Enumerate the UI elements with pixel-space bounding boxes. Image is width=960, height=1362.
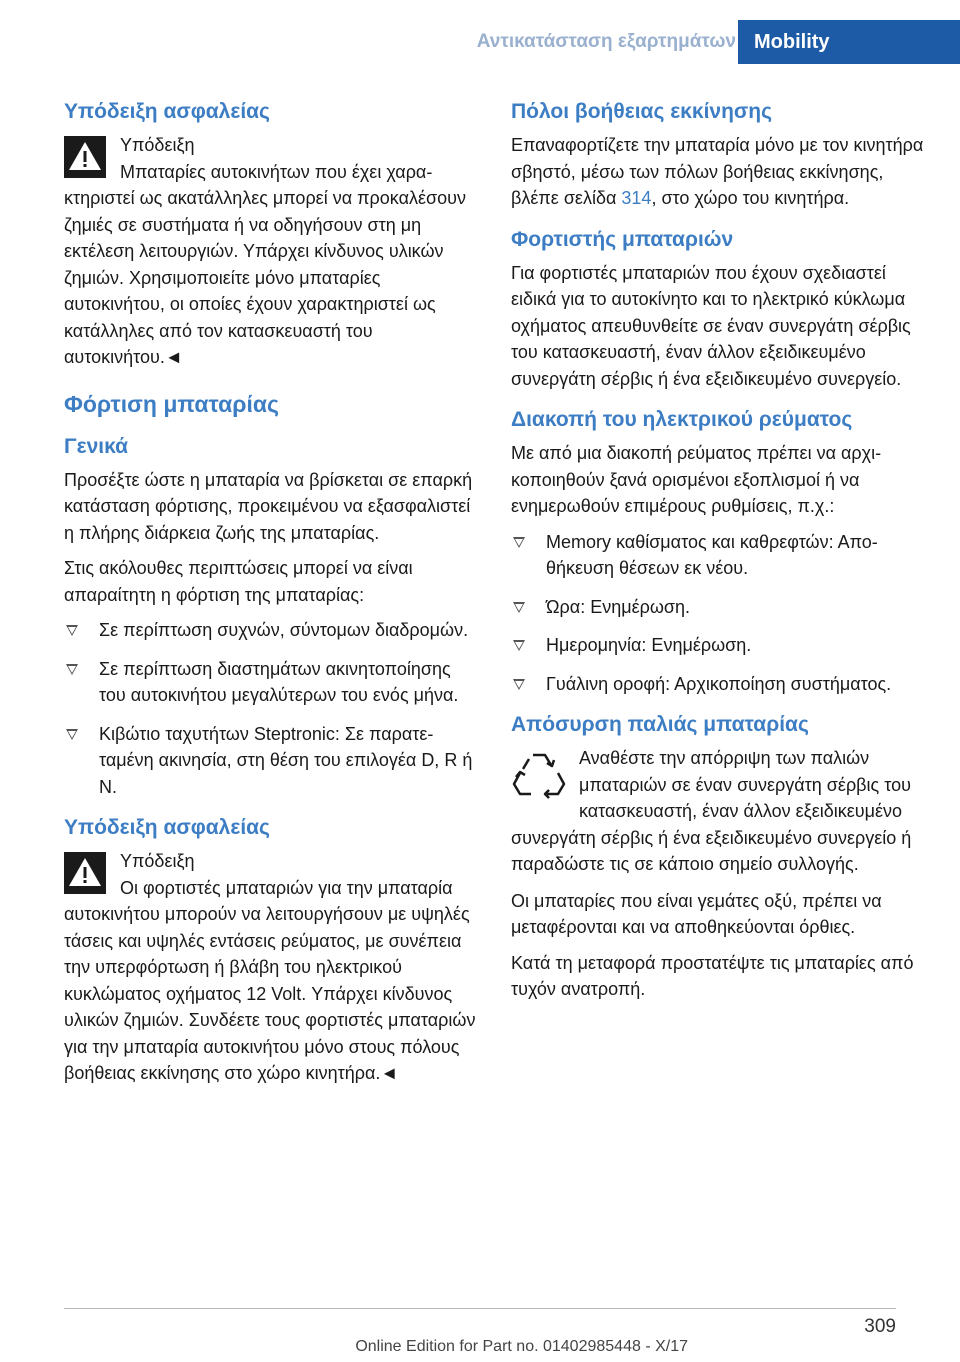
safety-notice <box>64 848 478 1087</box>
list-item <box>511 671 925 698</box>
triangle-bullet-icon <box>66 729 78 740</box>
list-item <box>511 594 925 621</box>
right-column <box>511 98 925 1012</box>
list-item <box>64 656 478 709</box>
footer-divider <box>64 1308 896 1309</box>
triangle-bullet-icon <box>513 679 525 690</box>
list-item <box>64 721 478 801</box>
triangle-bullet-icon <box>513 537 525 548</box>
paragraph: Στις ακόλουθες περιπτώσεις μπορεί να είναι απαραίτητη η φόρτιση της μπαταρίας: <box>64 558 413 605</box>
list-item-text: Memory καθίσματος και καθρεφτών: Αποθήκευση θέσεων εκ νέου. <box>546 531 878 578</box>
paragraph: Οι μπαταρίες που είναι γεμάτες οξύ, πρέπει να μεταφέρονται και να αποθηκεύονται όρθιες. <box>511 890 882 937</box>
page-reference-link[interactable]: 314 <box>621 188 652 208</box>
disposal-notice <box>511 745 925 878</box>
section-heading-power-interruption: Διακοπή του ηλεκτρικού ρεύματος <box>511 408 853 431</box>
warning-icon <box>64 852 106 894</box>
paragraph: Προσέξτε ώστε η μπαταρία να βρίσκεται σε επαρκή κατάσταση φόρτισης, προκειμένου να εξασφαλιστεί η πλήρης διάρκεια ζωής της μπαταρίας. <box>64 469 473 543</box>
notice-label: Υπόδειξη <box>120 135 195 155</box>
list-item-text: Ημερομηνία: Ενημέρωση. <box>546 635 752 655</box>
subsection-heading-general: Γενικά <box>64 434 129 458</box>
list-item-text: Γυάλινη οροφή: Αρχικοποίηση συστήματος. <box>546 673 892 694</box>
section-heading-jump-start-poles: Πόλοι βοήθειας εκκίνησης <box>511 100 773 123</box>
safety-notice <box>64 132 478 371</box>
bullet-list <box>511 529 925 698</box>
list-item <box>511 529 925 582</box>
paragraph-text: , στο χώρο του κινητήρα. <box>651 188 850 208</box>
notice-text: Μπαταρίες αυτοκινήτων που έχει χαρακτηριστεί ως ακατάλληλες μπορεί να προκαλέσουν ζημιές σε συστήματα ή να οδηγήσουν στη μη εκτέλεση λειτουργιών. Υπάρχει κίνδυνος υλικών ζημιών. Χρησιμοποιείτε μόνο μπαταρίες αυτοκινήτου, οι οποίες έχουν χαρακτηριστεί ως κατάλληλες από τον κατασκευαστή του αυτοκινήτου.◄ <box>64 161 466 367</box>
header-chapter-tab: Mobility <box>738 20 960 64</box>
triangle-bullet-icon <box>513 640 525 651</box>
triangle-bullet-icon <box>66 625 78 636</box>
paragraph: Κατά τη μεταφορά προστατέψτε τις μπαταρίες από τυχόν ανατροπή. <box>511 952 914 999</box>
section-heading-battery-disposal: Απόσυρση παλιάς μπαταρίας <box>511 713 809 736</box>
paragraph-text: Επαναφορτίζετε την μπαταρία μόνο με τον κινητήρα σβηστό, μέσω των πόλων βοήθειας εκκίνησης, βλέπε σελίδα <box>511 135 924 208</box>
section-heading-battery-charger: Φορτιστής μπαταριών <box>511 227 734 251</box>
notice-label: Υπόδειξη <box>120 851 195 871</box>
page-number: 309 <box>864 1316 896 1337</box>
edition-note: Online Edition for Part no. 01402985448 - X/17 <box>355 1338 688 1355</box>
triangle-bullet-icon <box>66 664 78 675</box>
triangle-bullet-icon <box>513 602 525 613</box>
safety-note-heading: Υπόδειξη ασφαλείας <box>64 100 270 123</box>
warning-icon <box>64 136 106 178</box>
list-item-text: Κιβώτιο ταχυτήτων Steptronic: Σε παρατεταμένη ακινησία, στη θέση του επιλογέα D, R ή N. <box>99 723 473 797</box>
list-item <box>64 617 478 644</box>
list-item-text: Σε περίπτωση συχνών, σύντομων διαδρομών. <box>99 620 469 640</box>
list-item-text: Σε περίπτωση διαστημάτων ακινητοποίησης του αυτοκινήτου μεγαλύτερων του ενός μήνα. <box>99 658 459 705</box>
header-section-title: Αντικατάσταση εξαρτημάτων <box>476 31 736 52</box>
notice-text: Αναθέστε την απόρριψη των παλιών μπαταριών σε έναν συνεργάτη σέρβις του κατασκευαστή, έναν άλλον εξειδικευμένο συνεργάτη σέρβις ή ένα εξειδικευμένο συνεργείο ή παραδώστε τις σε κάποιο σημείο συλλογής. <box>511 748 912 874</box>
paragraph: Για φορτιστές μπαταριών που έχουν σχεδιαστεί ειδικά για το αυτοκίνητο και το ηλεκτρικό κύκλωμα οχήματος απευθυνθείτε σε έναν συνεργάτη σέρβις του κατασκευαστή, έναν άλλον εξειδικευμένο συνεργάτη σέρβις ή ένα εξειδικευμένο συνεργείο. <box>511 262 911 389</box>
bullet-list <box>64 617 478 800</box>
list-item-text: Ώρα: Ενημέρωση. <box>546 596 691 617</box>
page-header <box>0 20 960 64</box>
paragraph <box>511 132 925 212</box>
paragraph: Με από μια διακοπή ρεύματος πρέπει να αρχικοποιηθούν ξανά ορισμένοι εξοπλισμοί ή να ενημερωθούν επιμέρους ρυθμίσεις, π.χ.: <box>511 443 882 516</box>
notice-text: Οι φορτιστές μπαταριών για την μπαταρία αυτοκινήτου μπορούν να λειτουργήσουν με υψηλές τάσεις και υψηλές εντάσεις ρεύματος, με συνέπεια την υπερφόρτωση ή βλάβη του ηλεκτρικού κυκλώματος οχήματος 12 Volt. Υπάρχει κίνδυνος υλικών ζημιών. Συνδέετε τους φορτιστές μπαταριών για την μπαταρία αυτοκινήτου μόνο στους πόλους βοήθειας εκκίνησης στο χώρο κινητήρα.◄ <box>64 877 476 1083</box>
safety-note-heading: Υπόδειξη ασφαλείας <box>64 816 270 839</box>
section-heading-charging: Φόρτιση μπαταρίας <box>64 390 280 417</box>
left-column <box>64 98 478 1097</box>
recycling-icon <box>511 747 567 803</box>
list-item <box>511 632 925 659</box>
